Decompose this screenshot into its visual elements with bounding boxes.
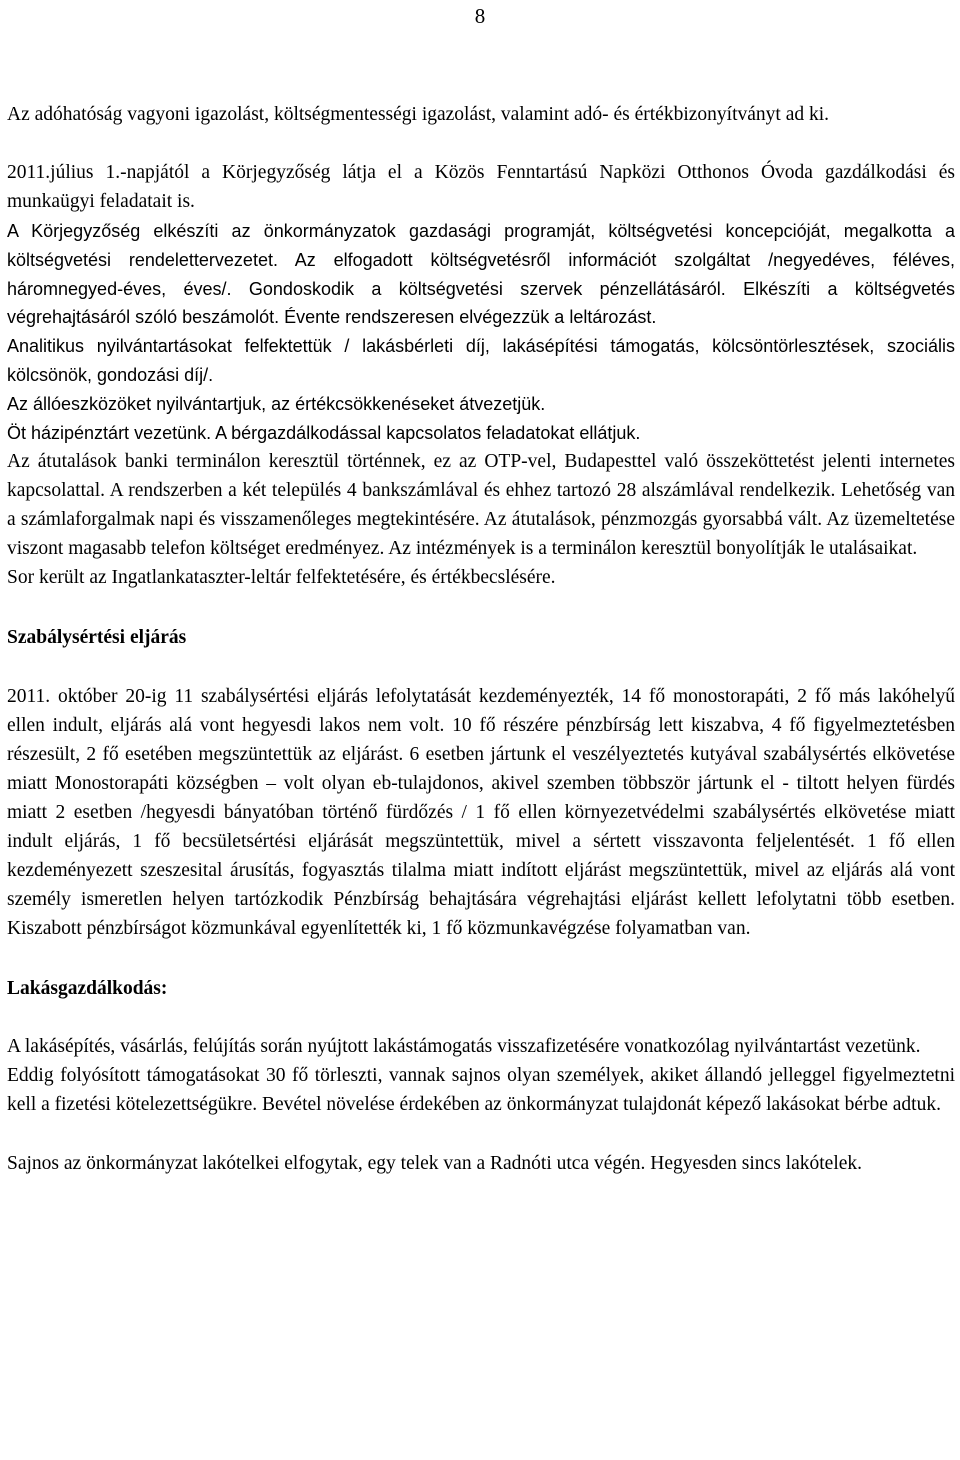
paragraph-repayments: Eddig folyósított támogatásokat 30 fő törleszti, vannak sajnos olyan személyek, akiket állandó jelleggel figyelmeztetni kell a fizetési kötelezettségükre. Bevétel növelése érdekében az önkormányzat tulajdonát képező lakásokat bérbe adtuk. [7,1065,955,1116]
page-number: 8 [474,4,486,28]
heading-housing: Lakásgazdálkodás: [7,977,168,999]
paragraph-housing-support: A lakásépítés, vásárlás, felújítás során nyújtott lakástámogatás visszafizetésére vonatkozólag nyilvántartást vezetünk. [7,1036,921,1058]
paragraph-kindergarten: 2011.július 1.-napjától a Körjegyzőség látja el a Közös Fenntartású Napközi Otthonos Óvoda gazdálkodási és munkaügyi feladatait is. [7,161,955,212]
heading-offences: Szabálysértési eljárás [7,626,187,648]
paragraph-analytics: Analitikus nyilvántartásokat felfektettük / lakásbérleti díj, lakásépítési támogatás, kölcsöntörlesztések, szociális kölcsönök, gondozási díj/. [7,336,955,386]
paragraph-transfers: Az átutalások banki terminálon keresztül történnek, ez az OTP-vel, Budapesttel való összeköttetést jelenti internetes kapcsolattal. A rendszerben a két település 4 bankszámlával és ehhez tartozó 28 alszámlával rendelkezik. Lehetőség van a számlaforgalmak napi és visszamenőleges megtekintésére. Az átutalások, pénzmozgás gyorsabbá vált. Az üzemeltetése viszont magasabb telefon költséget eredményez. Az intézmények is a terminálon keresztül bonyolítják le utalásaikat. [7,450,955,559]
paragraph-plots: Sajnos az önkormányzat lakótelkei elfogytak, egy telek van a Radnóti utca végén. Hegyesden sincs lakótelek. [7,1153,863,1175]
document-body [7,101,955,1179]
paragraph-budget: A Körjegyzőség elkészíti az önkormányzatok gazdasági programját, költségvetési koncepcióját, megalkotta a költségvetési rendelettervezetet. Az elfogadott költségvetésről információt szolgáltat /negyedéves, féléves, háromnegyed-éves, éves/. Gondoskodik a költségvetési szervek pénzellátásáról. Elkészíti a költségvetés végrehajtásáról szóló beszámolót. Évente rendszeresen elvégezzük a leltározást. [7,220,955,328]
paragraph-fixed-assets: Az állóeszközöket nyilvántartjuk, az értékcsökkenéseket átvezetjük. [7,394,546,415]
paragraph-real-estate: Sor került az Ingatlankataszter-leltár felfektetésére, és értékbecslésére. [7,566,556,588]
paragraph-cash-desks: Öt házipénztárt vezetünk. A bérgazdálkodással kapcsolatos feladatokat ellátjuk. [7,423,641,444]
paragraph-tax-authority: Az adóhatóság vagyoni igazolást, költségmentességi igazolást, valamint adó- és értékbizonyítványt ad ki. [7,104,830,125]
paragraph-offences: 2011. október 20-ig 11 szabálysértési eljárás lefolytatását kezdeményezték, 14 fő monostorapáti, 2 fő más lakóhelyű ellen indult, eljárás alá vont hegyesdi lakos nem volt. 10 fő részére pénzbírság lett kiszabva, 4 fő figyelmeztetésben részesült, 2 fő esetében megszüntettük az eljárást. 6 esetben jártunk el veszélyeztetés kutyával szabálysértés elkövetése miatt Monostorapáti községben – volt olyan eb-tulajdonos, akivel szemben többször jártunk el - tiltott helyen fürdés miatt 2 esetben /hegyesdi bányatóban történő fürdőzés / 1 fő ellen környezetvédelmi szabálysértés elkövetése miatt indult eljárás, 1 fő becsületsértési eljárását megszüntettük, mivel a sértett visszavonta feljelentését. 1 fő ellen kezdeményezett szeszesital árusítás, fogyasztás tilalma miatt indított eljárást megszüntettük, mivel az eljárás alá vont személy ismeretlen helyen tartózkodik Pénzbírság behajtására végrehajtási eljárást kellett lefolytatni több esetben. Kiszabott pénzbírságot közmunkával egyenlítették ki, 1 fő közmunkavégzése folyamatban van. [7,686,955,939]
